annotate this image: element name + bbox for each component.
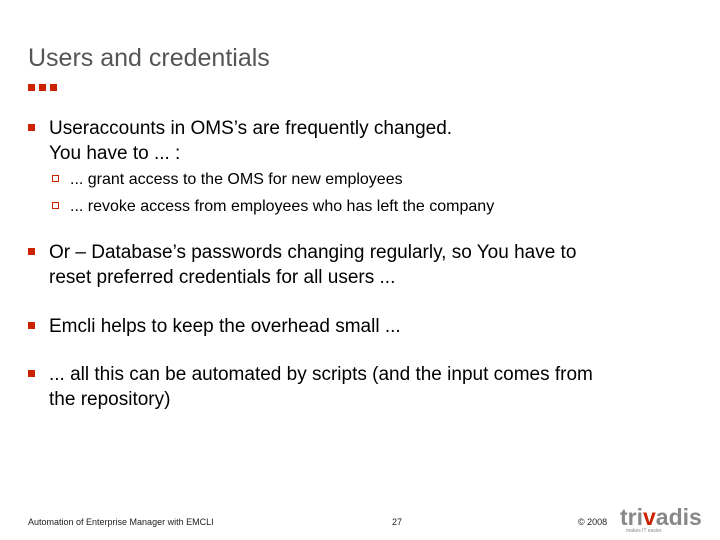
bullet-text-line: Useraccounts in OMS’s are frequently changed. [49,118,453,139]
copyright: © 2008 [578,517,608,527]
sub-bullet-square-icon [52,175,59,182]
bullet-text-line: the repository) [49,389,171,410]
bullet-text-line: You have to ... : [49,143,181,164]
logo-text-prefix: tri [620,504,643,530]
title-mark [28,84,35,91]
page-number: 27 [392,517,403,527]
sub-bullet-text: ... grant access to the OMS for new employees [70,171,403,188]
sub-bullet-text: ... revoke access from employees who has left the company [70,198,495,215]
bullet-square-icon [28,124,35,131]
bullet-square-icon [28,248,35,255]
bullet-square-icon [28,370,35,377]
slide-title: Users and credentials [28,44,270,72]
logo-wordmark [620,505,702,529]
logo-text-suffix: adis [655,504,702,530]
logo-text-accent: v [643,504,656,530]
bullet-square-icon [28,322,35,329]
title-mark [39,84,46,91]
title-mark [50,84,57,91]
sub-bullet-square-icon [52,202,59,209]
bullet-text-line: Or – Database’s passwords changing regularly, so You have to [49,242,577,263]
bullet-text-line: Emcli helps to keep the overhead small ... [49,316,401,337]
bullet-text-line: ... all this can be automated by scripts (and the input comes from [49,364,593,385]
bullet-text-line: reset preferred credentials for all users ... [49,267,396,288]
trivadis-logo [620,505,700,535]
logo-tagline: makes IT easier. [626,528,663,534]
footer-title: Automation of Enterprise Manager with EMCLI [28,517,214,527]
